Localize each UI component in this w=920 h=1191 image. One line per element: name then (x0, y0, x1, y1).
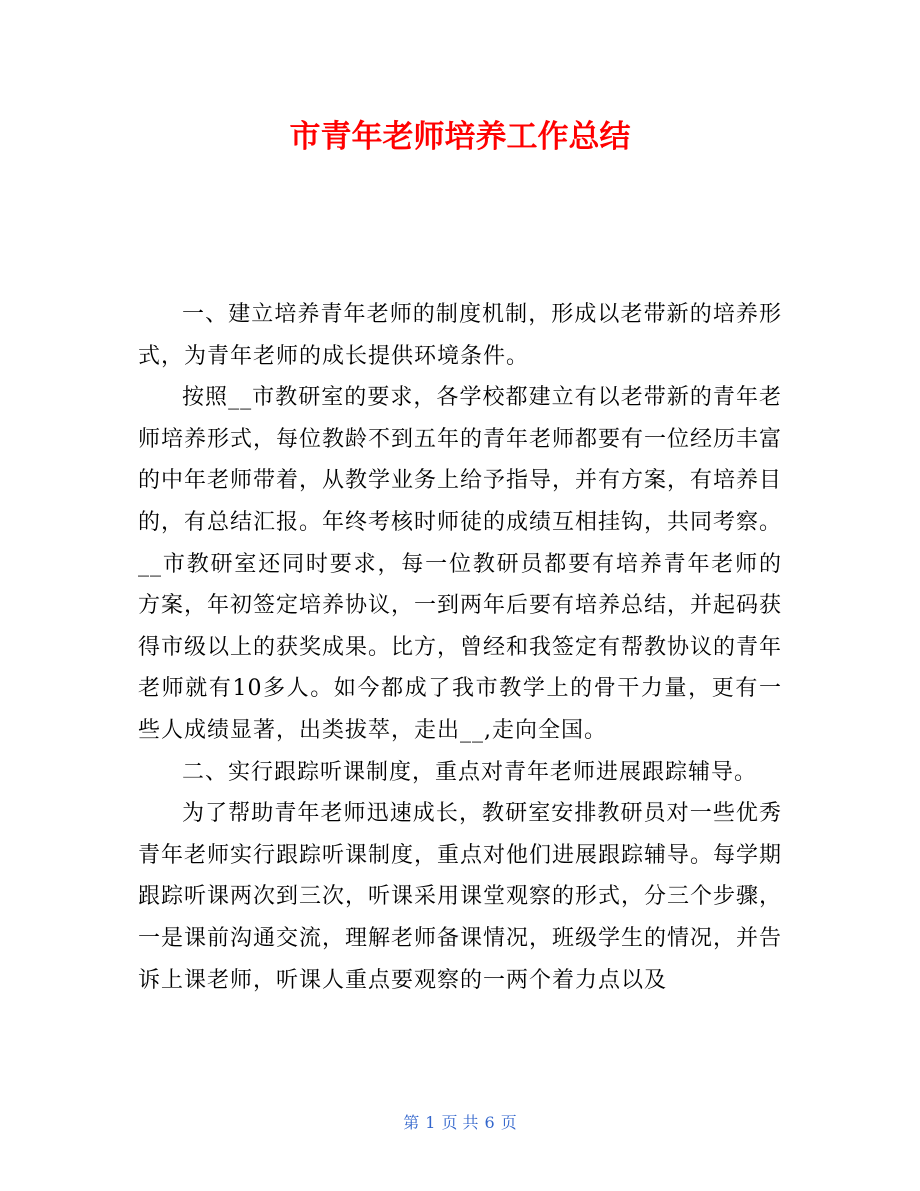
document-title: 市青年老师培养工作总结 (289, 119, 631, 155)
paragraph-4: 为了帮助青年老师迅速成长，教研室安排教研员对一些优秀青年老师实行跟踪听课制度，重点对他们进展跟踪辅导。每学期跟踪听课两次到三次，听课采用课堂观察的形式，分三个步骤，一是课前沟通交流，理解老师备课情况，班级学生的情况，并告诉上课老师，听课人重点要观察的一两个着力点以及 (138, 801, 783, 993)
document-body (138, 294, 782, 1001)
footer-total-pages: 6 (484, 1113, 495, 1132)
footer-current-page: 1 (425, 1113, 436, 1132)
footer-suffix: 页 (500, 1113, 517, 1132)
footer-middle: 页 共 (441, 1113, 479, 1132)
footer-prefix: 第 (403, 1113, 420, 1132)
page-footer (0, 1112, 920, 1134)
paragraph-3: 二、实行跟踪听课制度，重点对青年老师进展跟踪辅导。 (182, 759, 758, 785)
paragraph-2: 按照__市教研室的要求，各学校都建立有以老带新的青年老师培养形式，每位教龄不到五年的青年老师都要有一位经历丰富的中年老师带着，从教学业务上给予指导，并有方案，有培养目的，有总结汇报。年终考核时师徒的成绩互相挂钩，共同考察。__市教研室还同时要求，每一位教研员都要有培养青年老师的方案，年初签定培养协议，一到两年后要有培养总结，并起码获得市级以上的获奖成果。比方，曾经和我签定有帮教协议的青年老师就有10多人。如今都成了我市教学上的骨干力量，更有一些人成绩显著，出类拔萃，走出__,走向全国。 (138, 385, 783, 743)
paragraph-1: 一、建立培养青年老师的制度机制，形成以老带新的培养形式，为青年老师的成长提供环境条件。 (138, 302, 782, 369)
